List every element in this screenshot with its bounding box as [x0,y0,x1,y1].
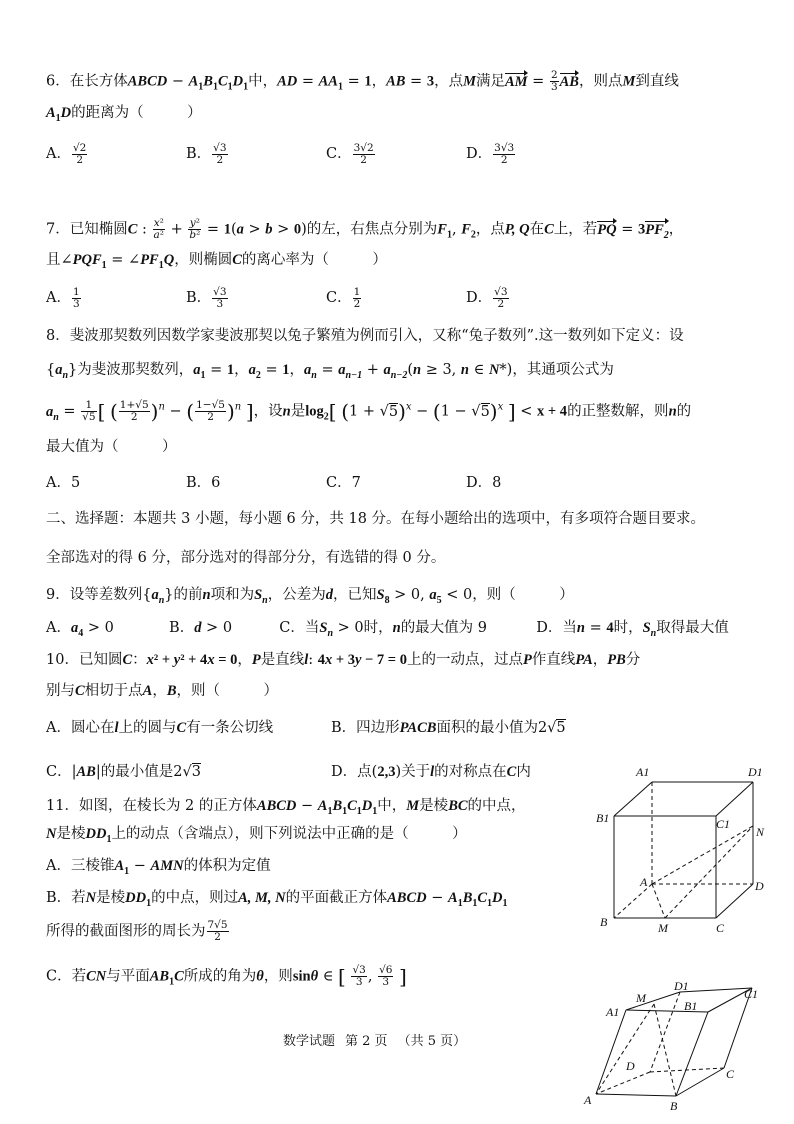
q9-options [46,618,729,638]
q10-line2: 别与C相切于点A，B，则（ ） [46,683,279,699]
q6-option-d[interactable]: D． $\frac{3√3}{2}$ [466,141,515,166]
q7-option-a[interactable]: A． $\frac{1}{3}$ [46,285,80,310]
q6-option-a[interactable]: A． $\frac{√2}{2}$ [46,141,87,166]
q7-line2: 且$\angle PQF_1$ = $\angle PF_1Q$，则椭圆C的离心率为（ ） [46,252,387,271]
label-c1: C1 [716,817,731,831]
cube-figure [590,760,780,940]
q9-option-c[interactable]: C．当$S_n > 0$时，n的最大值为 9 [279,620,488,639]
label2-b: B [670,1099,678,1113]
label2-c: C [726,1067,735,1081]
label-d1: D1 [748,765,763,779]
label-d: D [755,879,764,893]
q8-line4: 最大值为（ ） [46,439,177,455]
q7-option-c[interactable]: C． $\frac{1}{2}$ [326,285,361,310]
q8-line1: 8．斐波那契数列因数学家斐波那契以兔子繁殖为例而引入，又称“兔子数列”.这一数列如下定义：设 [46,328,684,344]
q7-option-d[interactable]: D． $\frac{√3}{2}$ [466,285,508,310]
q9-option-b[interactable]: B．d > 0 [169,620,233,636]
label2-a1: A1 [606,1005,620,1019]
q8-line3: $a_n$ = $\frac{1}{√5}$ [ ( $\frac{1+√5}{2}$ )$^n$ − ( $\frac{1-√5}{2}$ )$^n$ ]，设n是$\log_2$[ $(1 + √5)^x - (1 - √5)^x$ ] < x + 4的正整数解，则n的 [46,399,692,424]
q8-option-c[interactable]: C．7 [326,475,361,491]
q10-line1: 10．已知圆C：x² + y² + 4x = 0，P是直线l: 4x + 3y − 7 = 0上的一动点，过点P作直线PA，PB分 [46,652,641,668]
label-b: B [600,915,608,929]
q10-option-d[interactable]: D．点(2,3)关于l的对称点在C内 [331,764,531,780]
page-footer: 数学试题 第 2 页 （共 5 页） [283,1034,467,1049]
label-a1: A1 [636,765,650,779]
q10-option-b[interactable]: B．四边形PACB面积的最小值为2√5 [331,720,566,736]
q6-option-b[interactable]: B． $\frac{√3}{2}$ [186,141,227,166]
label2-m: M [636,991,646,1005]
q10-option-a[interactable]: A．圆心在l上的圆与C有一条公切线 [46,720,274,736]
q9-line1: 9．设等差数列$\{a_n\}$的前n项和为$S_n$，公差为d，已知$S_8 > 0$, $a_5 < 0$，则（ ） [46,587,574,606]
label2-c1: C1 [744,987,759,1001]
q11-line1: 11．如图，在棱长为 2 的正方体ABCD − $A_1B_1C_1D_1$中，M是棱BC的中点， [46,798,526,817]
label2-a: A [584,1093,592,1107]
q6-option-c[interactable]: C． $\frac{3√2}{2}$ [326,141,374,166]
q8-option-b[interactable]: B．6 [186,475,221,491]
parallelepiped-figure [580,982,770,1116]
section2-header-line1: 二、选择题：本题共 3 小题，每小题 6 分，共 18 分。在每小题给出的选项中，有多项符合题目要求。 [46,511,706,527]
label-n: N [756,825,765,839]
q11-option-c[interactable]: C．若CN与平面$AB_1C$所成的角为θ，则sinθ ∈ [ $\frac{√3}{3}$ , $\frac{√6}{3}$ ] [46,964,407,989]
label2-d1: D1 [674,982,689,993]
q11-line2: N是棱$DD_1$上的动点（含端点），则下列说法中正确的是（ ） [46,826,467,845]
q9-option-d[interactable]: D．当n = 4时，$S_n$取得最大值 [536,620,729,639]
q6-line2: $A_1D$的距离为（ ） [46,105,202,124]
q8-option-d[interactable]: D．8 [466,475,502,491]
q8-option-a[interactable]: A．5 [46,475,81,491]
label-c: C [716,921,725,935]
q10-option-c[interactable]: C．|AB|的最小值是2√3 [46,764,201,780]
label-m: M [658,921,668,935]
q7-line1: 7．已知椭圆C : $\frac{\text{x²}}{\text{a²}}$ + $\frac{\text{y²}}{\text{b²}}$ = 1(a > b > 0)的左，右焦点分别为$F_1$, $F_2$，点P, Q在C上，若PQ = $3PF_2$， [46,217,684,241]
q9-option-a[interactable]: A．$a_4 > 0$ [46,620,114,639]
label-a: A [640,875,648,889]
label2-b1: B1 [684,999,698,1013]
q6-line1: 6．在长方体ABCD − $A_1B_1C_1D_1$中，AD = $AA_1 = 1$，AB = 3，点M满足AM = $\frac{2}{3}$ AB，则点M到直线 [46,69,679,93]
q7-option-b[interactable]: B． $\frac{√3}{3}$ [186,285,227,310]
section2-header-line2: 全部选对的得 6 分，部分选对的得部分分，有选错的得 0 分。 [46,550,446,566]
label2-d: D [626,1059,635,1073]
label-b1: B1 [596,811,610,825]
q11-option-b-line1[interactable]: B．若N是棱$DD_1$的中点，则过A, M, N的平面截正方体ABCD − $A_1B_1C_1D_1$ [46,890,508,909]
q11-option-a[interactable]: A．三棱锥$A_1$ − AMN的体积为定值 [46,858,271,877]
q8-line2: $\{a_n\}$为斐波那契数列，$a_1 = 1$，$a_2 = 1$，$a_n = a_{n-1} + a_{n-2}(n \ge 3$, n ∈ N*)，其通项公式为 [46,362,614,381]
q11-option-b-line2[interactable]: 所得的截面图形的周长为 $\frac{7√5}{2}$ [46,919,228,943]
